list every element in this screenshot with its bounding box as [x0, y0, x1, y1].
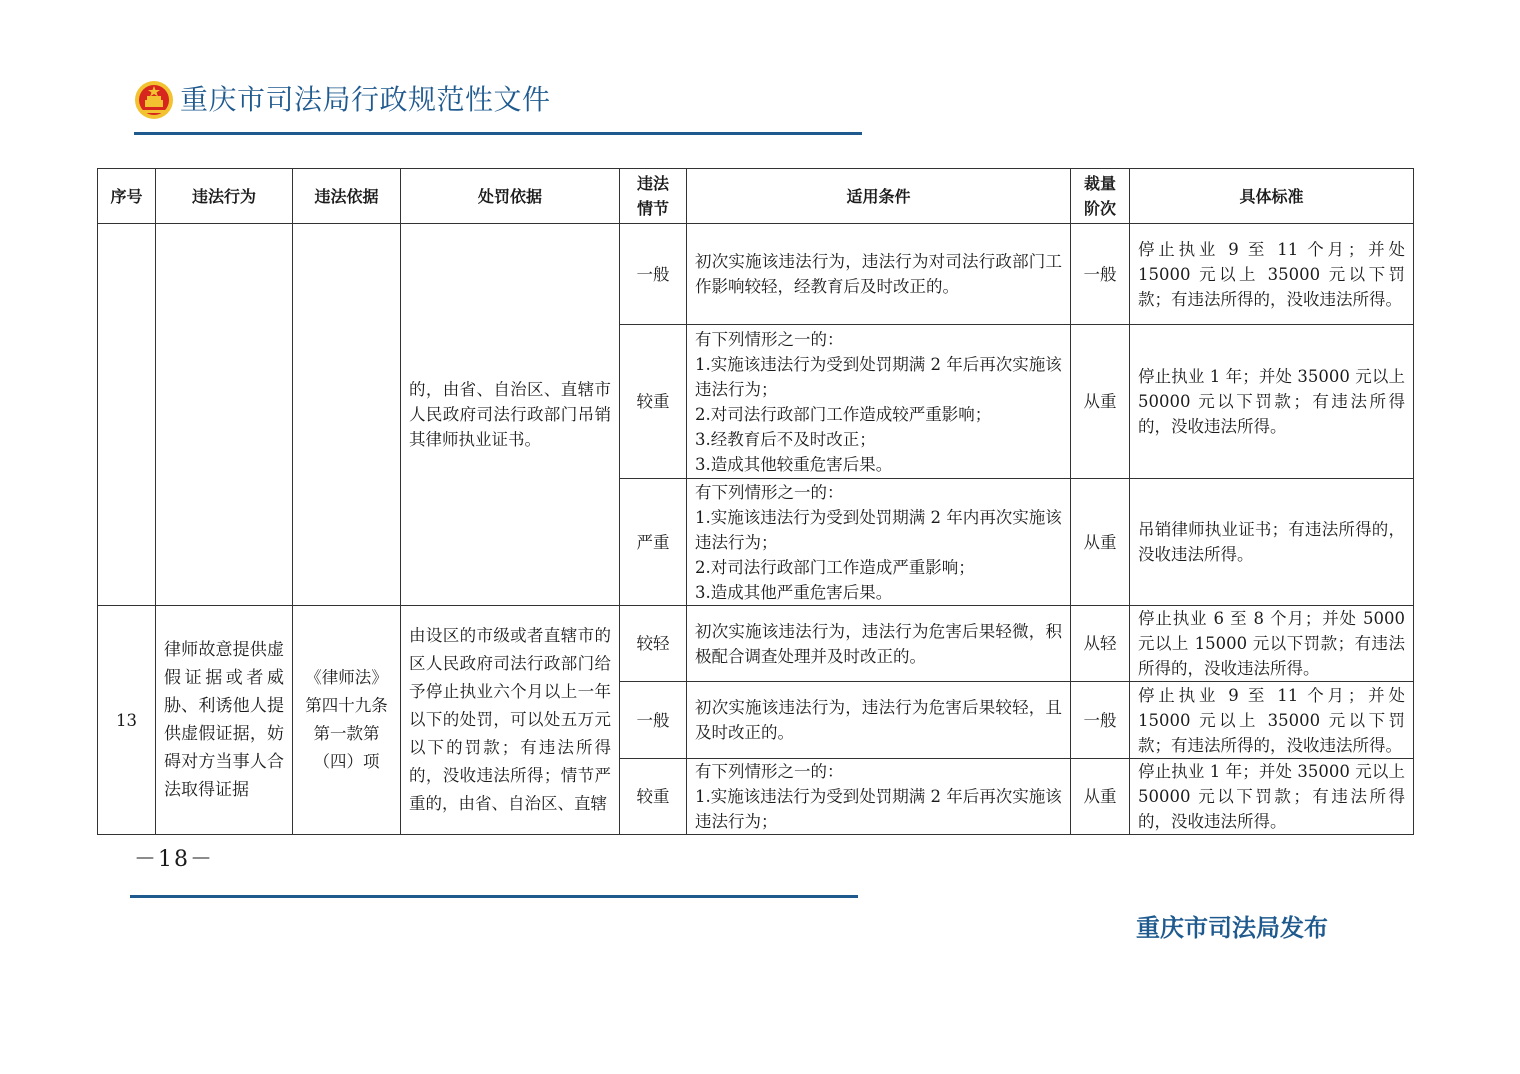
- standard: 停止执业 1 年；并处 35000 元以上 50000 元以下罚款；有违法所得的，没收违法所得。: [1130, 759, 1414, 835]
- condition: 初次实施该违法行为，违法行为危害后果轻微，积极配合调查处理并及时改正的。: [687, 606, 1071, 682]
- circumstance: 一般: [620, 224, 687, 325]
- header-act: 违法行为: [156, 169, 293, 224]
- header-circumstance: 违法 情节: [620, 169, 687, 224]
- table-row: [98, 224, 1414, 325]
- document-title: 重庆市司法局行政规范性文件: [180, 83, 551, 116]
- condition: 有下列情形之一的： 1.实施该违法行为受到处罚期满 2 年内再次实施该违法行为； 2.对司法行政部门工作造成严重影响； 3.造成其他严重危害后果。: [687, 479, 1071, 606]
- penalty-table: [97, 168, 1414, 835]
- standard: 停止执业 9 至 11 个月；并处 15000 元以上 35000 元以下罚款；有违法所得的，没收违法所得。: [1130, 224, 1414, 325]
- table-header-row: [98, 169, 1414, 224]
- penalty-basis: 的，由省、自治区、直辖市人民政府司法行政部门吊销其律师执业证书。: [401, 224, 620, 606]
- row-act-empty: [156, 224, 293, 606]
- circumstance: 一般: [620, 682, 687, 759]
- condition: 初次实施该违法行为，违法行为对司法行政部门工作影响较轻，经教育后及时改正的。: [687, 224, 1071, 325]
- footer-rule: [130, 895, 858, 898]
- standard: 停止执业 1 年；并处 35000 元以上 50000 元以下罚款；有违法所得的，没收违法所得。: [1130, 325, 1414, 479]
- standard: 吊销律师执业证书；有违法所得的，没收违法所得。: [1130, 479, 1414, 606]
- national-emblem-icon: [134, 80, 174, 120]
- standard: 停止执业 6 至 8 个月；并处 5000 元以上 15000 元以下罚款；有违法所得的，没收违法所得。: [1130, 606, 1414, 682]
- discretion-level: 从重: [1071, 479, 1130, 606]
- discretion-level: 从轻: [1071, 606, 1130, 682]
- circumstance: 较重: [620, 759, 687, 835]
- discretion-level: 一般: [1071, 682, 1130, 759]
- header-rule: [134, 132, 862, 135]
- circumstance: 严重: [620, 479, 687, 606]
- circumstance: 较轻: [620, 606, 687, 682]
- page-number: －18－: [134, 847, 214, 872]
- header-basis: 处罚依据: [401, 169, 620, 224]
- discretion-level: 从重: [1071, 325, 1130, 479]
- legal-basis: 《律师法》第四十九条第一款第（四）项: [293, 606, 401, 835]
- header-level: 裁量 阶次: [1071, 169, 1130, 224]
- table-row: [98, 606, 1414, 682]
- row-no-empty: [98, 224, 156, 606]
- illegal-act: 律师故意提供虚假证据或者威胁、利诱他人提供虚假证据，妨碍对方当事人合法取得证据: [156, 606, 293, 835]
- discretion-level: 一般: [1071, 224, 1130, 325]
- header-no: 序号: [98, 169, 156, 224]
- publisher-label: 重庆市司法局发布: [1136, 914, 1328, 942]
- row-law-empty: [293, 224, 401, 606]
- header-standard: 具体标准: [1130, 169, 1414, 224]
- condition: 初次实施该违法行为，违法行为危害后果较轻，且及时改正的。: [687, 682, 1071, 759]
- condition: 有下列情形之一的： 1.实施该违法行为受到处罚期满 2 年后再次实施该违法行为； 2.对司法行政部门工作造成较严重影响； 3.经教育后不及时改正； 3.造成其他较重危害后果。: [687, 325, 1071, 479]
- standard: 停止执业 9 至 11 个月；并处 15000 元以上 35000 元以下罚款；有违法所得的，没收违法所得。: [1130, 682, 1414, 759]
- header-condition: 适用条件: [687, 169, 1071, 224]
- document-header: [134, 78, 864, 140]
- condition: 有下列情形之一的： 1.实施该违法行为受到处罚期满 2 年后再次实施该违法行为；: [687, 759, 1071, 835]
- discretion-level: 从重: [1071, 759, 1130, 835]
- penalty-basis: 由设区的市级或者直辖市的区人民政府司法行政部门给予停止执业六个月以上一年以下的处罚，可以处五万元以下的罚款；有违法所得的，没收违法所得；情节严重的，由省、自治区、直辖: [401, 606, 620, 835]
- item-no: 13: [98, 606, 156, 835]
- circumstance: 较重: [620, 325, 687, 479]
- header-law: 违法依据: [293, 169, 401, 224]
